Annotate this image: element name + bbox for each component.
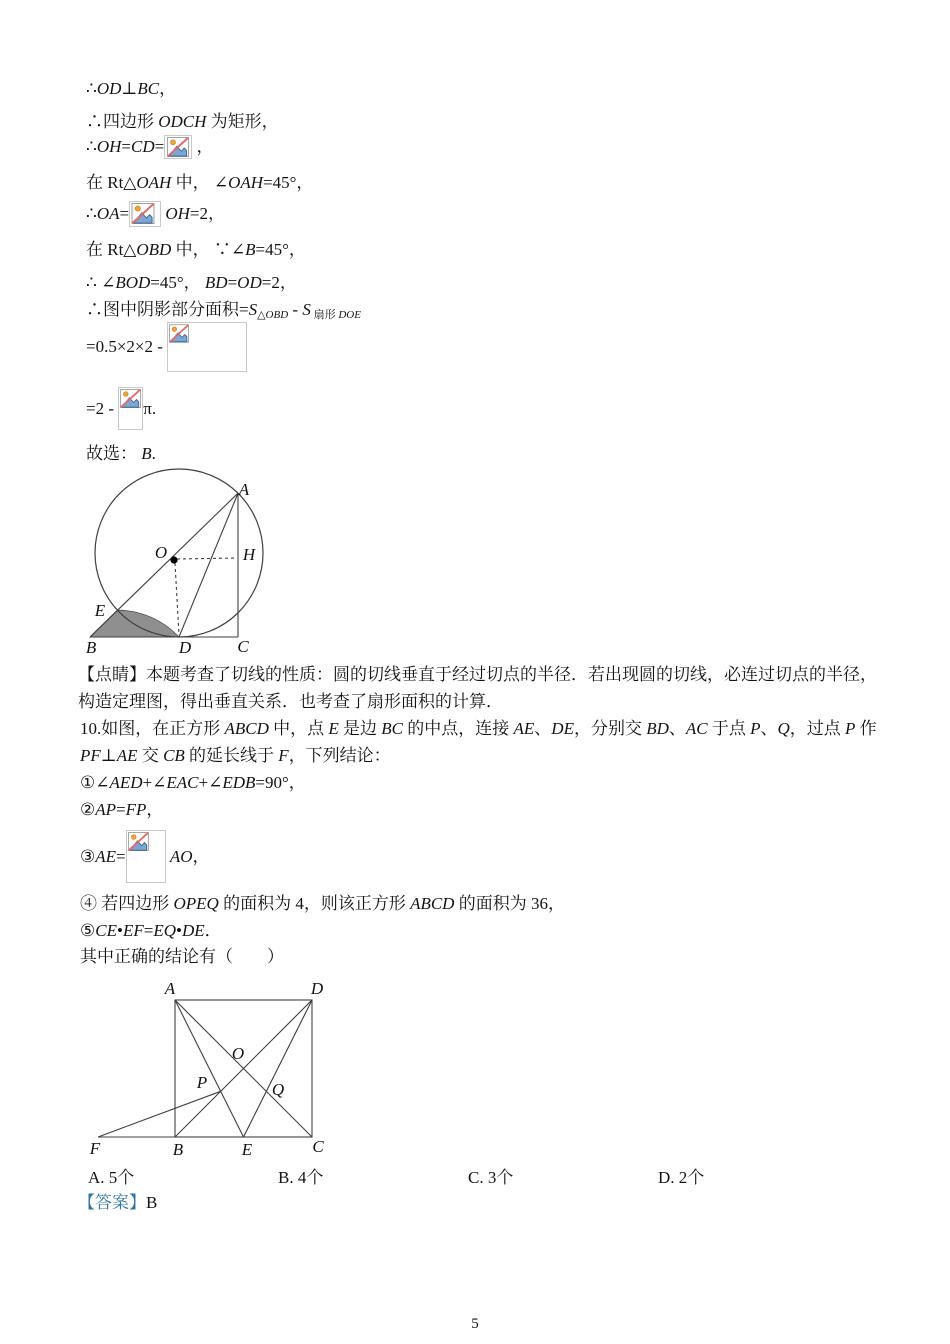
text-segment: ∴: [86, 79, 97, 98]
text-segment: S: [248, 300, 258, 319]
text-segment: AC: [685, 719, 708, 738]
solution-line-1: [86, 78, 176, 100]
broken-image-icon: [131, 203, 155, 224]
text-segment: +∠: [142, 773, 167, 792]
text-segment: ，分别交: [573, 719, 647, 738]
page-number: 5: [471, 1316, 479, 1332]
text-segment: =: [154, 137, 165, 156]
text-segment: ，: [192, 137, 214, 156]
text-segment: ，: [159, 79, 177, 98]
text-segment: BOD: [115, 273, 151, 292]
line-DE: [244, 1000, 313, 1137]
text-segment: AO: [169, 846, 193, 866]
text-segment: ⊥: [100, 746, 117, 765]
label-O: O: [154, 543, 168, 562]
text-segment: OD: [237, 273, 262, 292]
label-D: D: [310, 982, 324, 998]
statement-3: [80, 830, 210, 883]
label-A: A: [238, 480, 250, 499]
text-segment: =: [116, 800, 126, 819]
text-segment: ，过点: [789, 719, 846, 738]
text-segment: F: [278, 746, 289, 765]
text-segment: +∠: [198, 773, 223, 792]
text-segment: ∴ ∠: [86, 273, 116, 292]
text-segment: OD: [96, 79, 122, 98]
text-segment: DE: [551, 719, 574, 738]
text-segment: B: [245, 240, 256, 259]
label-E: E: [94, 601, 106, 620]
solution-line-7: [86, 272, 297, 294]
text-segment: CB: [163, 746, 185, 765]
text-segment: •: [116, 921, 123, 940]
solution-line-10: [86, 387, 156, 430]
solution-line-9: [86, 322, 247, 372]
text-segment: ，: [146, 800, 164, 819]
text-segment: 的中点，连接: [403, 719, 514, 738]
statement-4: [80, 893, 565, 915]
text-segment: FP: [125, 800, 147, 819]
text-segment: =2 -: [86, 398, 119, 418]
text-segment: BD: [204, 273, 228, 292]
conclusion-line: [86, 443, 156, 465]
solution-line-2: [86, 111, 279, 133]
text-segment: =: [143, 921, 154, 940]
label-H: H: [242, 545, 256, 564]
text-segment: ．: [204, 921, 222, 940]
text-segment: =2，: [261, 273, 297, 292]
image-placeholder: [167, 322, 247, 372]
text-segment: E: [328, 719, 339, 738]
dashed-OH: [177, 558, 236, 559]
text-segment: ，下列结论：: [288, 746, 391, 765]
text-segment: =: [227, 273, 238, 292]
text-segment: =45°，: [255, 240, 306, 259]
text-segment: 扇形: [310, 309, 339, 321]
label-B: B: [172, 1140, 184, 1159]
answer-tag: 【答案】: [78, 1193, 146, 1212]
broken-image-icon: [169, 324, 189, 343]
problem-line-2: [80, 745, 391, 767]
circle-figure: [86, 466, 286, 661]
solution-line-6: [86, 239, 306, 261]
line-AD: [179, 493, 238, 637]
text-segment: DE: [181, 921, 205, 940]
text-segment: ②: [80, 800, 96, 819]
text-segment: =: [116, 846, 126, 866]
text-segment: =: [119, 204, 130, 223]
text-segment: =45°，: [263, 173, 314, 192]
text-segment: OH: [165, 204, 190, 223]
text-segment: OAH: [136, 173, 172, 192]
remark-line-2: [78, 691, 503, 713]
text-segment: 在 Rt△: [86, 240, 137, 259]
text-segment: ⊥: [121, 79, 138, 98]
label-A: A: [164, 982, 176, 998]
text-segment: ∴四边形: [86, 112, 159, 131]
text-segment: ∴图中阴影部分面积=: [86, 300, 249, 319]
text-segment: ABCD: [224, 719, 269, 738]
text-segment: 交: [137, 746, 164, 765]
solution-line-5: [86, 201, 225, 227]
text-segment: 【点睛】本题考查了切线的性质：圆的切线垂直于经过切点的半径．若出现圆的切线，必连过切点的半径，: [78, 665, 877, 684]
text-segment: PF: [80, 746, 101, 765]
label-Q: Q: [271, 1080, 285, 1099]
answer-line: [78, 1188, 157, 1213]
text-segment: 其中正确的结论有（ ）: [80, 947, 284, 966]
text-segment: ODCH: [158, 112, 207, 131]
label-C: C: [312, 1137, 324, 1156]
text-segment: =45°，: [150, 273, 205, 292]
dashed-OD: [175, 563, 179, 635]
line-FP: [98, 1091, 221, 1137]
text-segment: AE: [513, 719, 535, 738]
solution-line-3: [86, 135, 213, 159]
text-segment: 、: [534, 719, 552, 738]
text-segment: OH: [96, 137, 122, 156]
text-segment: BD: [646, 719, 669, 738]
text-segment: =0.5×2×2 -: [86, 337, 168, 356]
image-placeholder: [126, 830, 166, 883]
text-segment: EQ: [153, 921, 176, 940]
text-segment: =2，: [189, 204, 225, 223]
text-segment: ③: [80, 846, 96, 866]
text-segment: 中， ∠: [171, 173, 229, 192]
text-segment: .: [151, 444, 156, 463]
text-segment: 构造定理图，得出垂直关系．也考查了扇形面积的计算．: [78, 692, 503, 711]
text-segment: AP: [95, 800, 117, 819]
text-segment: P: [845, 719, 856, 738]
answer-value: B: [146, 1193, 158, 1212]
text-segment: 故选：: [86, 444, 142, 463]
broken-image-icon: [166, 137, 190, 157]
option-c: C. 3个: [468, 1168, 514, 1187]
image-placeholder: [118, 387, 143, 430]
statement-1: [80, 772, 306, 794]
text-segment: ①∠: [80, 773, 110, 792]
text-segment: 在 Rt△: [86, 173, 137, 192]
text-segment: AE: [116, 746, 138, 765]
text-segment: ∴: [86, 204, 97, 223]
line-BA: [90, 493, 238, 637]
text-segment: OBD: [136, 240, 172, 259]
broken-image-icon: [120, 389, 141, 408]
text-segment: Q: [777, 719, 790, 738]
text-segment: CD: [130, 137, 155, 156]
text-segment: S: [302, 300, 311, 319]
text-segment: 、: [760, 719, 778, 738]
text-segment: EDB: [222, 773, 256, 792]
text-segment: DOE: [338, 309, 361, 321]
text-segment: 中，点: [268, 719, 329, 738]
text-segment: •: [175, 921, 182, 940]
label-P: P: [196, 1073, 208, 1092]
text-segment: AE: [95, 846, 117, 866]
text-segment: π.: [143, 398, 157, 418]
text-segment: BC: [381, 719, 404, 738]
option-b: B. 4个: [278, 1168, 324, 1187]
text-segment: =90°，: [255, 773, 306, 792]
text-segment: 中， ∵∠: [171, 240, 246, 259]
question-line: [80, 946, 284, 968]
label-C: C: [237, 637, 249, 656]
text-segment: 10.如图，在正方形: [80, 719, 225, 738]
text-segment: AED: [109, 773, 143, 792]
text-segment: 为矩形，: [206, 112, 279, 131]
text-segment: ⑤: [80, 921, 96, 940]
problem-line-1: [80, 718, 877, 740]
image-placeholder: [129, 201, 161, 227]
statement-5: [80, 920, 222, 942]
text-segment: △OBD: [257, 309, 289, 321]
text-segment: ④ 若四边形: [80, 894, 174, 913]
text-segment: ABCD: [410, 894, 455, 913]
label-D: D: [178, 638, 192, 657]
text-segment: OA: [96, 204, 120, 223]
line-AE: [175, 1000, 244, 1137]
text-segment: BC: [137, 79, 160, 98]
text-segment: 于点: [707, 719, 751, 738]
option-a: A. 5个: [88, 1168, 135, 1187]
label-O: O: [231, 1044, 245, 1063]
text-segment: CE: [95, 921, 117, 940]
text-segment: EF: [122, 921, 144, 940]
square-figure: [88, 982, 333, 1162]
remark-line-1: [78, 664, 877, 686]
statement-2: [80, 799, 163, 821]
solution-line-4: [86, 172, 313, 194]
text-segment: ，: [192, 846, 210, 866]
label-F: F: [89, 1139, 101, 1158]
text-segment: 、: [668, 719, 686, 738]
text-segment: 的延长线于: [184, 746, 279, 765]
text-segment: ∴: [86, 137, 97, 156]
option-d: D. 2个: [658, 1168, 705, 1187]
image-placeholder: [164, 135, 192, 159]
label-E: E: [241, 1140, 253, 1159]
text-segment: OAH: [228, 173, 264, 192]
broken-image-icon: [128, 832, 149, 851]
text-segment: EAC: [166, 773, 199, 792]
text-segment: -: [288, 300, 303, 319]
text-segment: 是边: [338, 719, 382, 738]
text-segment: 的面积为 4，则该正方形: [218, 894, 411, 913]
text-segment: P: [750, 719, 761, 738]
text-segment: =: [121, 137, 131, 156]
text-segment: B: [141, 444, 152, 463]
text-segment: 的面积为 36，: [454, 894, 565, 913]
label-B: B: [86, 638, 97, 657]
center-dot: [170, 556, 177, 563]
text-segment: 作: [855, 719, 877, 738]
solution-line-8: [86, 299, 361, 321]
text-segment: OPEQ: [173, 894, 219, 913]
